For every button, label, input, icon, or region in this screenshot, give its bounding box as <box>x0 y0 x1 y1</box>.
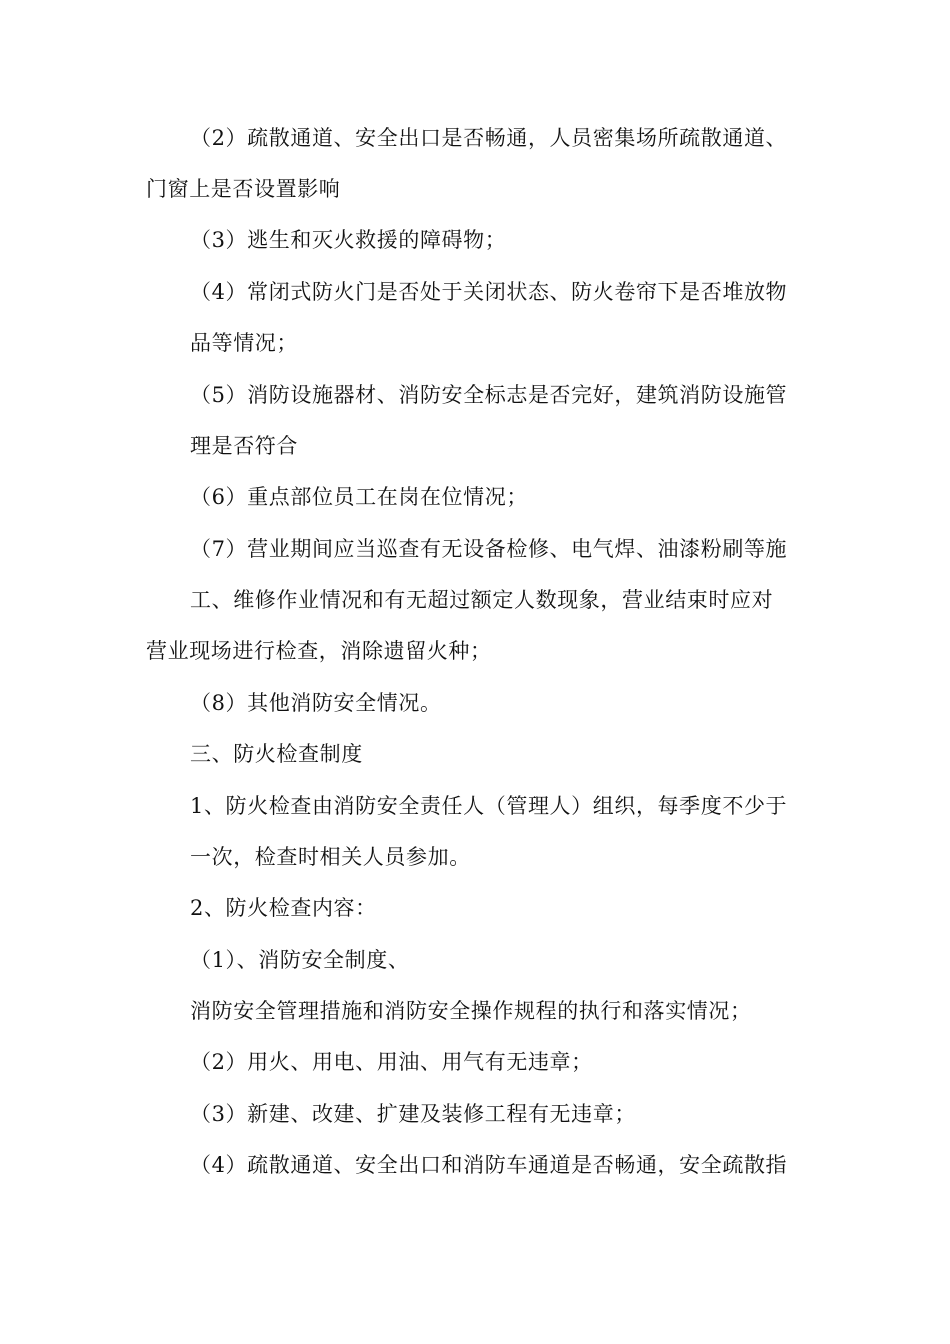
text-line: （6）重点部位员工在岗在位情况； <box>190 485 528 509</box>
text-line: 一次，检查时相关人员参加。 <box>190 845 471 869</box>
text-line: 门窗上是否设置影响 <box>146 177 341 201</box>
text-line: 营业现场进行检查，消除遗留火种； <box>146 639 492 663</box>
text-line: 工、维修作业情况和有无超过额定人数现象，营业结束时应对 <box>190 588 774 612</box>
text-line: 2、防火检查内容： <box>190 896 377 920</box>
text-line: 理是否符合 <box>190 434 298 458</box>
text-line: 品等情况； <box>190 331 298 355</box>
text-line: （7）营业期间应当巡查有无设备检修、电气焊、油漆粉刷等施 <box>190 537 788 561</box>
text-line: （2）用火、用电、用油、用气有无违章； <box>190 1050 593 1074</box>
text-line: （5）消防设施器材、消防安全标志是否完好，建筑消防设施管 <box>190 383 788 407</box>
text-line: （3）逃生和灭火救援的障碍物； <box>190 228 507 252</box>
text-line: （4）疏散通道、安全出口和消防车通道是否畅通，安全疏散指 <box>190 1153 788 1177</box>
section-heading: 三、防火检查制度 <box>190 742 363 766</box>
text-line: 1、防火检查由消防安全责任人（管理人）组织，每季度不少于 <box>190 794 788 818</box>
text-line: 消防安全管理措施和消防安全操作规程的执行和落实情况； <box>190 999 752 1023</box>
text-line: （2）疏散通道、安全出口是否畅通，人员密集场所疏散通道、 <box>190 126 788 150</box>
text-line: （8）其他消防安全情况。 <box>190 691 442 715</box>
text-line: （3）新建、改建、扩建及装修工程有无违章； <box>190 1102 636 1126</box>
text-line: （4）常闭式防火门是否处于关闭状态、防火卷帘下是否堆放物 <box>190 280 788 304</box>
text-line: （1）、消防安全制度、 <box>190 948 410 972</box>
